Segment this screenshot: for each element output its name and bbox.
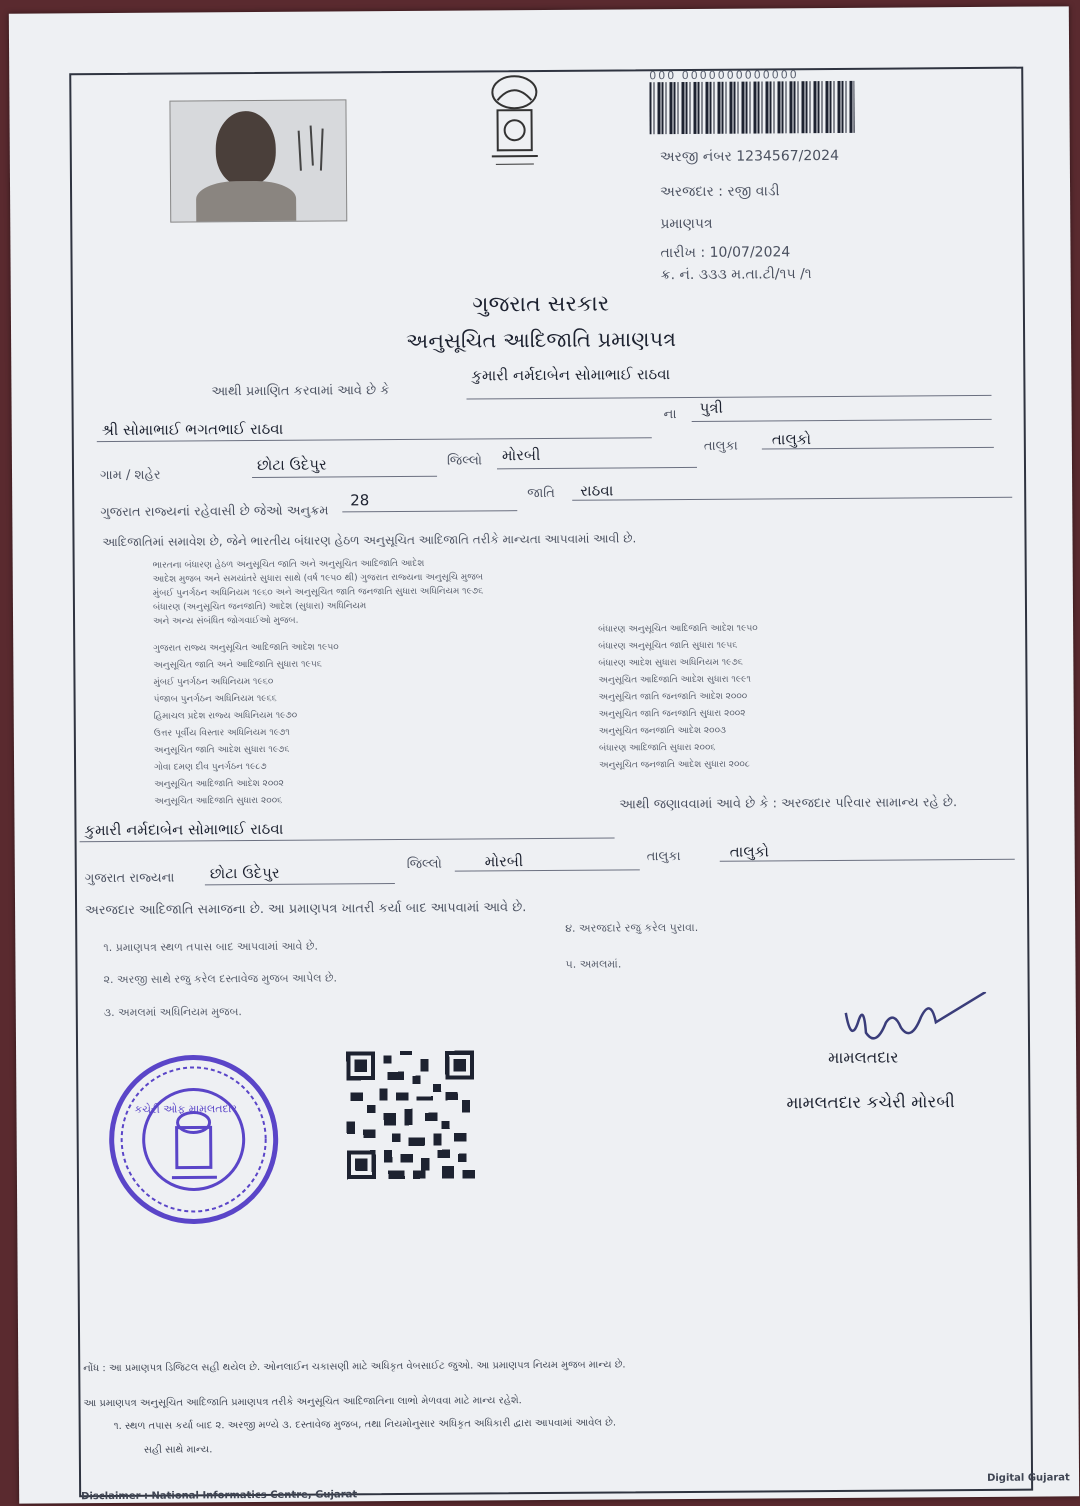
list-item: ઉત્તર પૂર્વીય વિસ્તાર અધિનિયમ ૧૯૭૧ xyxy=(153,727,290,739)
list-item: અનુસૂચિત આદિજાતિ સુધારા ૨૦૦૬ xyxy=(154,795,283,807)
section2-district-value: મોરબી xyxy=(484,852,524,871)
relation-value: પુત્રી xyxy=(699,398,723,417)
signature-icon xyxy=(836,992,996,1053)
right-list xyxy=(598,621,759,775)
footer-line-3: ૧. સ્થળ તપાસ કર્યા બાદ ૨. અરજી મળ્યે ૩. દસ્તાવેજ મુજબ, તથા નિયમોનુસાર અધિકૃત અધિકારી દ્વારા આપવામાં આવેલ છે. xyxy=(113,1417,617,1433)
taluka-label: તાલુકા xyxy=(703,438,738,454)
condition-item: ૧. પ્રમાણપત્ર સ્થળ તપાસ બાદ આપવામાં આવે છે. xyxy=(103,939,318,955)
condition-item: ૩. અમલમાં અધિનિયમ મુજબ. xyxy=(103,1005,242,1020)
section2-taluka-label: તાલુકા xyxy=(646,849,681,865)
body-statement: આદિજાતિમાં સમાવેશ છે, જેને ભારતીય બંધારણ હેઠળ અનુસૂચિત આદિજાતિ તરીકે માન્યતા આપવામાં આવી છે. xyxy=(102,531,637,550)
footer-line-4: સહી સાથે માન્ય. xyxy=(143,1444,213,1456)
barcode-block xyxy=(649,68,854,134)
section2-village-label: ગુજરાત રાજ્યના xyxy=(84,870,175,887)
section2-statement: અરજદાર આદિજાતિ સમાજના છે. આ પ્રમાણપત્ર ખાતરી કર્યા બાદ આપવામાં આવે છે. xyxy=(85,900,527,919)
seal-text: કચેરી ઓફ મામલતદાર xyxy=(134,1102,238,1116)
list-item: અનુસૂચિત જાતિ આદેશ સુધારા ૧૯૭૬ xyxy=(153,744,290,756)
meta-line-4: તારીખ : 10/07/2024 xyxy=(660,244,791,262)
taluka-value: તાલુકો xyxy=(771,430,812,449)
list-item: હિમાચલ પ્રદેશ રાજ્ય અધિનિયમ ૧૯૭૦ xyxy=(153,710,298,722)
list-item: અનુસૂચિત આદિજાતિ આદેશ ૨૦૦૨ xyxy=(154,778,284,790)
condition-item: ૫. અમલમાં. xyxy=(565,957,622,971)
jati-value: રાઠવા xyxy=(580,481,614,500)
relation-label: ના xyxy=(663,407,677,423)
list-item: બંધારણ અનુસૂચિત આદિજાતિ આદેશ ૧૯૫૦ xyxy=(598,623,758,635)
district-label: જિલ્લો xyxy=(446,453,483,469)
certificate-title: અનુસૂચિત આદિજાતિ પ્રમાણપત્ર xyxy=(406,327,677,353)
gov-title: ગુજરાત સરકાર xyxy=(472,291,610,318)
section2-village-value: છોટા ઉદેપુર xyxy=(209,863,280,883)
list-item: બંધારણ આદિજાતિ સુધારા ૨૦૦૬ xyxy=(598,742,716,754)
certificate-paper xyxy=(9,6,1079,1503)
list-item: અનુસૂચિત જાતિ અને આદિજાતિ સુધારા ૧૯૫૬ xyxy=(153,659,322,671)
condition-item: ૨. અરજી સાથે રજુ કરેલ દસ્તાવેજ મુજબ આપેલ છે. xyxy=(103,971,338,987)
village-label: ગામ / શહેર xyxy=(99,467,161,484)
official-seal-icon xyxy=(106,1052,282,1228)
meta-line-1: અરજી નંબર 1234567/2024 xyxy=(659,147,840,166)
jati-label: જાતિ xyxy=(527,485,555,502)
list-item: પંજાબ પુનર્ગઠન અધિનિયમ ૧૯૬૬ xyxy=(153,693,277,705)
list-item: અનુસૂચિત જાતિ જનજાતિ આદેશ ૨૦૦૦ xyxy=(598,691,748,703)
list-item: મુંબઈ પુનર્ગઠન અધિનિયમ ૧૯૬૦ xyxy=(153,676,274,688)
note-line: બંધારણ (અનુસૂચિત જનજાતિ) આદેશ (સુધારા) અધિનિયમ xyxy=(152,601,367,613)
national-emblem-icon xyxy=(479,70,550,170)
section2-name: કુમારી નર્મદાબેન સોમાભાઈ રાઠવા xyxy=(84,819,284,840)
section2-taluka-value: તાલુકો xyxy=(729,842,770,861)
footer-line-2: આ પ્રમાણપત્ર અનુસૂચિત આદિજાતિ પ્રમાણપત્ર તરીકે અનુસૂચિત આદિજાતિના લાભો મેળવવા માટે માન્ય રહેશે. xyxy=(83,1395,522,1410)
list-item: બંધારણ આદેશ સુધારા અધિનિયમ ૧૯૭૬ xyxy=(598,657,743,669)
barcode-icon xyxy=(649,81,854,134)
meta-line-3: પ્રમાણપત્ર xyxy=(660,215,713,233)
applicant-name: કુમારી નર્મદાબેન સોમાભાઈ રાઠવા xyxy=(471,365,671,385)
footer-line-1: નોંધ : આ પ્રમાણપત્ર ડિજિટલ સહી થયેલ છે. ઓનલાઈન ચકાસણી માટે અધિકૃત વેબસાઈટ જુઓ. આ પ્રમાણપત્ર નિયમ મુજબ માન્ય છે. xyxy=(83,1359,626,1375)
applicant-photo xyxy=(169,99,347,222)
footer-credit-right: Digital Gujarat xyxy=(987,1472,1070,1484)
note-line: અને અન્ય સંબંધિત જોગવાઈઓ મુજબ. xyxy=(153,615,299,627)
list-item: બંધારણ અનુસૂચિત જાતિ સુધારા ૧૯૫૬ xyxy=(598,640,738,652)
list-item: ગુજરાત રાજ્ય અનુસૂચિત આદિજાતિ આદેશ ૧૯૫૦ xyxy=(153,642,339,654)
name-prefix: આથી પ્રમાણિત કરવામાં આવે છે કે xyxy=(211,383,390,400)
footer-credit-left: Disclaimer : National Informatics Centre, Gujarat xyxy=(81,1489,358,1503)
note-line: ભારતના બંધારણ હેઠળ અનુસૂચિત જાતિ અને અનુસૂચિત આદિજાતિ આદેશ xyxy=(152,558,425,571)
state-label: ગુજરાત રાજ્યનાં રહેવાસી છે જેઓ અનુક્રમ xyxy=(100,503,329,521)
meta-line-5: ક્ર. નં. ૩૩૩ મ.તા.ટી/૧૫ /૧ xyxy=(660,266,812,284)
condition-item: ૪. અરજદારે રજુ કરેલ પુરાવા. xyxy=(565,920,699,935)
list-item: અનુસૂચિત જનજાતિ આદેશ ૨૦૦૩ xyxy=(598,725,727,737)
list-item: અનુસૂચિત જનજાતિ આદેશ સુધારા ૨૦૦૮ xyxy=(599,759,750,771)
father-name: શ્રી સોમાભાઈ ભગતભાઈ રાઠવા xyxy=(101,419,284,440)
note-line: આદેશ મુજબ અને સમયાંતરે સુધારા સાથે (વર્ષ ૧૯૫૦ થી) ગુજરાત રાજ્યના અનુસૂચિ મુજબ xyxy=(152,572,484,585)
signatory-title: મામલતદાર xyxy=(828,1047,899,1068)
left-list xyxy=(153,639,340,810)
list-item: ગોવા દમણ દીવ પુનર્ગઠન ૧૯૮૭ xyxy=(154,761,267,773)
qr-code-icon xyxy=(342,1046,479,1183)
district-value: મોરબી xyxy=(501,446,541,465)
section2-note: આથી જણાવવામાં આવે છે કે : અરજદાર પરિવાર સામાન્ય રહે છે. xyxy=(619,795,958,813)
list-item: અનુસૂચિત આદિજાતિ આદેશ સુધારા ૧૯૯૧ xyxy=(598,674,751,686)
section2-district-label: જિલ્લો xyxy=(406,856,442,872)
village-value: છોટા ઉદેપુર xyxy=(256,455,327,474)
meta-line-2: અરજદાર : રજી વાડી xyxy=(660,183,780,201)
note-line: મુંબઈ પુનર્ગઠન અધિનિયમ ૧૯૬૦ અને અનુસૂચિત જાતિ જનજાતિ સુધારા અધિનિયમ ૧૯૭૬ xyxy=(152,586,484,599)
barcode-caption: 000 0000000000000 xyxy=(649,68,799,83)
signatory-office: મામલતદાર કચેરી મોરબી xyxy=(786,1092,955,1114)
list-item: અનુસૂચિત જાતિ જનજાતિ સુધારા ૨૦૦૨ xyxy=(598,708,746,720)
serial-number: 28 xyxy=(350,491,370,510)
